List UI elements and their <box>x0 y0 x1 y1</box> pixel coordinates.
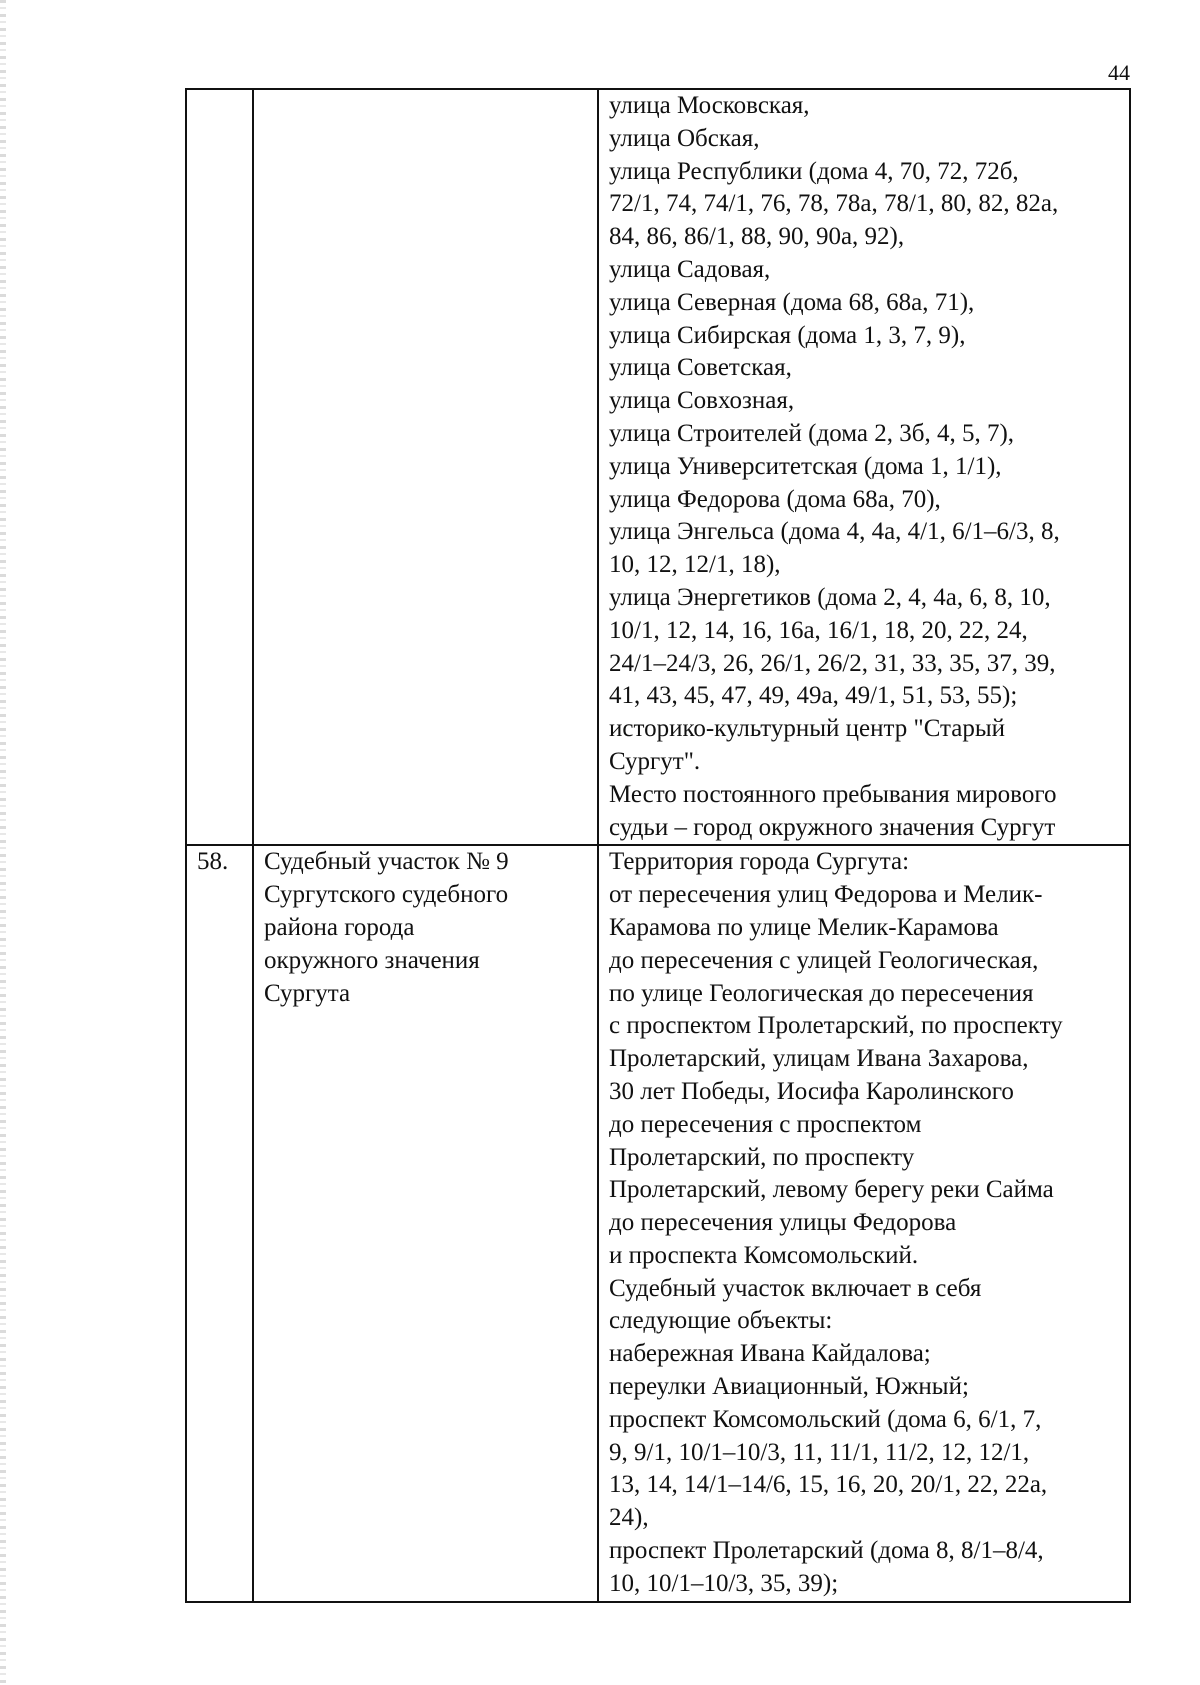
text-line: улица Университетская (дома 1, 1/1), <box>609 452 1002 480</box>
text-line: 41, 43, 45, 47, 49, 49а, 49/1, 51, 53, 55); <box>609 682 1018 710</box>
text-line: и проспекта Комсомольский. <box>609 1241 919 1269</box>
text-line: улица Энергетиков (дома 2, 4, 4а, 6, 8, 10, <box>609 583 1051 611</box>
text-line: Территория города Сургута: <box>609 848 910 876</box>
text-line: 10, 10/1–10/3, 35, 39); <box>609 1569 839 1597</box>
district-name-cell <box>253 845 598 1601</box>
text-line: набережная Ивана Кайдалова; <box>609 1340 931 1368</box>
text-line: улица Обская, <box>609 124 760 152</box>
text-line: 30 лет Победы, Иосифа Каролинского <box>609 1077 1014 1105</box>
text-line: улица Энгельса (дома 4, 4а, 4/1, 6/1–6/3, 8, <box>609 518 1060 546</box>
text-line: Пролетарский, левому берегу реки Сайма <box>609 1176 1054 1204</box>
text-line: Сургутского судебного <box>264 881 509 909</box>
text-line: 10, 12, 12/1, 18), <box>609 551 781 579</box>
territory-cell <box>598 845 1130 1601</box>
text-line: улица Совхозная, <box>609 387 795 415</box>
text-line: 10/1, 12, 14, 16, 16а, 16/1, 18, 20, 22, 24, <box>609 616 1028 644</box>
text-line: Пролетарский, улицам Ивана Захарова, <box>609 1045 1029 1073</box>
text-line: Сургут". <box>609 747 701 775</box>
text-line: до пересечения с улицей Геологическая, <box>609 946 1039 974</box>
text-line: 13, 14, 14/1–14/6, 15, 16, 20, 20/1, 22, 22а, <box>609 1471 1048 1499</box>
number-cell <box>186 89 253 845</box>
text-line: улица Садовая, <box>609 255 771 283</box>
table-row <box>186 89 1130 845</box>
text-line: 9, 9/1, 10/1–10/3, 11, 11/1, 11/2, 12, 12/1, <box>609 1438 1030 1466</box>
text-line: историко-культурный центр "Старый <box>609 715 1006 743</box>
text-line: района города <box>264 913 415 941</box>
text-line: улица Северная (дома 68, 68а, 71), <box>609 288 975 316</box>
text-line: переулки Авиационный, Южный; <box>609 1373 969 1401</box>
text-line: от пересечения улиц Федорова и Мелик- <box>609 881 1043 909</box>
text-line: улица Федорова (дома 68а, 70), <box>609 485 941 513</box>
number-cell: 58. <box>186 845 253 1601</box>
text-line: Карамова по улице Мелик-Карамова <box>609 913 999 941</box>
court-districts-table <box>185 88 1131 1603</box>
text-line: 72/1, 74, 74/1, 76, 78, 78а, 78/1, 80, 82, 82а, <box>609 190 1059 218</box>
territory-cell <box>598 89 1130 845</box>
text-line: до пересечения с проспектом <box>609 1110 922 1138</box>
text-line: судьи – город окружного значения Сургут <box>609 813 1056 841</box>
text-line: улица Советская, <box>609 354 792 382</box>
text-line: проспект Комсомольский (дома 6, 6/1, 7, <box>609 1405 1042 1433</box>
text-line: улица Московская, <box>609 92 810 119</box>
text-line: улица Республики (дома 4, 70, 72, 72б, <box>609 157 1019 185</box>
text-line: улица Строителей (дома 2, 3б, 4, 5, 7), <box>609 419 1015 447</box>
text-line: 24), <box>609 1504 649 1532</box>
text-line: Сургута <box>264 979 351 1007</box>
text-line: проспект Пролетарский (дома 8, 8/1–8/4, <box>609 1537 1044 1565</box>
text-line: Место постоянного пребывания мирового <box>609 780 1057 808</box>
text-line: Пролетарский, по проспекту <box>609 1143 915 1171</box>
district-name-cell <box>253 89 598 845</box>
text-line: окружного значения <box>264 946 480 974</box>
table-row <box>186 845 1130 1601</box>
text-line: с проспектом Пролетарский, по проспекту <box>609 1012 1063 1040</box>
text-line: улица Сибирская (дома 1, 3, 7, 9), <box>609 321 966 349</box>
text-line: по улице Геологическая до пересечения <box>609 979 1034 1007</box>
text-line: до пересечения улицы Федорова <box>609 1209 957 1237</box>
text-line: 84, 86, 86/1, 88, 90, 90а, 92), <box>609 223 905 251</box>
scan-edge-artifact <box>0 0 6 1685</box>
text-line: Судебный участок № 9 <box>264 848 509 876</box>
page-number: 44 <box>1108 60 1130 85</box>
text-line: Судебный участок включает в себя <box>609 1274 982 1302</box>
text-line: следующие объекты: <box>609 1307 833 1335</box>
text-line: 24/1–24/3, 26, 26/1, 26/2, 31, 33, 35, 37, 39, <box>609 649 1056 677</box>
